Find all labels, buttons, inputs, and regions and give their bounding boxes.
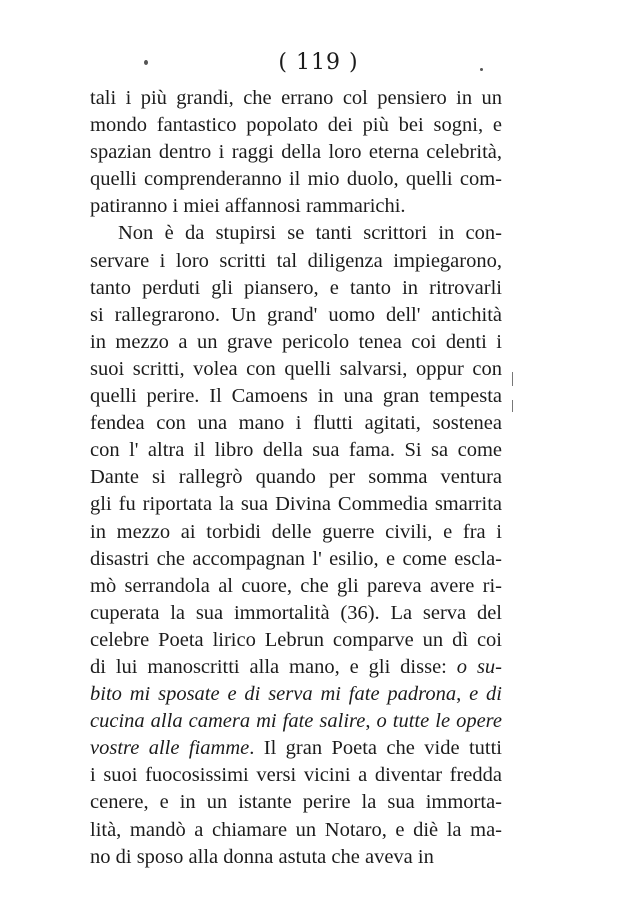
text-line: [90, 681, 502, 708]
text-line: [90, 600, 502, 627]
text-segment: si rallegrarono. Un grand' uomo dell' antichità: [90, 303, 502, 326]
text-segment: fendea con una mano i flutti agitati, sostenea: [90, 412, 502, 435]
text-segment: cenere, e in un istante perire la sua immorta-: [90, 791, 502, 814]
text-line: [90, 844, 502, 871]
text-line: [90, 275, 502, 302]
text-segment: ,: [456, 683, 470, 706]
text-segment: disastri che accompagnan l' esilio, e come escla-: [90, 547, 502, 570]
text-segment: di lui manoscritti alla mano, e gli disse:: [90, 655, 457, 678]
margin-mark: [512, 372, 513, 386]
text-line: [90, 356, 502, 383]
text-line: [90, 491, 502, 518]
body-text: [90, 85, 502, 871]
text-segment: con l' altra il libro della sua fama. Si sa come: [90, 439, 502, 462]
text-line: [90, 329, 502, 356]
text-line: [90, 789, 502, 816]
text-segment: in mezzo a un grave pericolo tenea coi denti i: [90, 330, 502, 353]
text-line: [90, 762, 502, 789]
text-line: [90, 735, 502, 762]
text-segment: quelli comprenderanno il mio duolo, quelli com-: [90, 168, 502, 191]
text-segment: servare i loro scritti tal diligenza impiegarono,: [90, 249, 502, 272]
text-line: [90, 85, 502, 112]
text-segment: tali i più grandi, che errano col pensiero in un: [90, 87, 502, 109]
text-segment: quelli perire. Il Camoens in una gran tempesta: [90, 385, 502, 408]
text-line: [90, 302, 502, 329]
text-line: [90, 166, 502, 193]
text-segment: patiranno i miei affannosi rammarichi.: [90, 195, 406, 218]
text-line: [90, 546, 502, 573]
text-segment: . Il gran Poeta che vide tutti: [249, 737, 502, 760]
text-line: [90, 817, 502, 844]
text-segment: gli fu riportata la sua Divina Commedia smarrita: [90, 493, 502, 516]
italic-text: e di: [469, 683, 503, 706]
text-line: [90, 654, 502, 681]
text-segment: i suoi fuocosissimi versi vicini a diventar fredda: [90, 764, 502, 787]
text-segment: Non è da stupirsi se tanti scrittori in con-: [118, 222, 502, 245]
text-segment: cuperata la sua immortalità (36). La serva del: [90, 601, 502, 624]
text-line: [90, 220, 502, 247]
text-line: [90, 519, 502, 546]
text-line: [90, 573, 502, 600]
text-segment: in mezzo ai torbidi delle guerre civili, e fra i: [90, 520, 502, 543]
text-line: [90, 464, 502, 491]
italic-text: vostre alle fiamme: [90, 737, 250, 760]
italic-text: o su-: [456, 655, 502, 678]
text-line: [90, 627, 502, 654]
text-line: [90, 383, 502, 410]
margin-mark: [512, 400, 513, 412]
text-segment: celebre Poeta lirico Lebrun comparve un dì coi: [90, 628, 502, 651]
text-line: [90, 112, 502, 139]
text-segment: suoi scritti, volea con quelli salvarsi, oppur con: [90, 357, 502, 380]
text-segment: lità, mandò a chiamare un Notaro, e diè la ma-: [90, 818, 502, 841]
text-line: [90, 193, 502, 220]
text-segment: ,: [365, 710, 377, 733]
text-segment: tanto perduti gli piansero, e tanto in ritrovarli: [90, 276, 502, 299]
text-line: [90, 437, 502, 464]
text-segment: mondo fantastico popolato dei più bei sogni, e: [90, 114, 502, 137]
text-segment: mò serrandola al cuore, che gli pareva avere ri-: [90, 574, 502, 597]
text-line: [90, 248, 502, 275]
text-segment: spazian dentro i raggi della loro eterna celebrità,: [90, 141, 502, 164]
italic-text: bito mi sposate e di serva mi fate padrona: [90, 683, 457, 706]
text-segment: no di sposo alla donna astuta che aveva in: [90, 845, 434, 868]
text-line: [90, 410, 502, 437]
text-line: [90, 708, 502, 735]
page-number: ( 119 ): [278, 50, 359, 75]
text-segment: Dante si rallegrò quando per somma ventura: [90, 466, 502, 489]
italic-text: cucina alla camera mi fate salire: [90, 710, 366, 733]
text-line: [90, 139, 502, 166]
italic-text: o tutte le opere: [376, 710, 502, 733]
